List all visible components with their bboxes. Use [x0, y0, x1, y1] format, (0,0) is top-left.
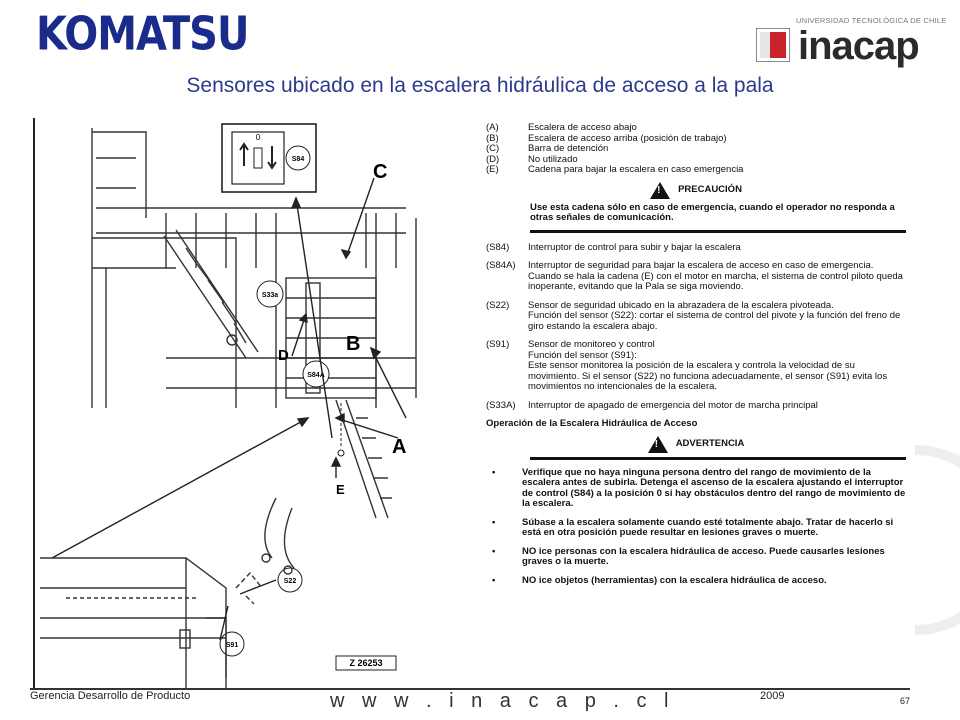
ladder-diagram-drawing — [36, 118, 450, 690]
label-s84a: S84A — [307, 372, 325, 379]
komatsu-logo: KOMATSU — [36, 8, 249, 61]
warning-bullet: • Súbase a la escalera solamente cuando esté totalmente abajo. Tratar de hacerlo si está en otra posición puede resultar en lesiones graves o muerte. — [492, 516, 894, 538]
label-s91: S91 — [225, 642, 239, 649]
caution-text: Use esta cadena sólo en caso de emergencia, cuando el operador no responda a otras señales de comunicación. — [530, 203, 906, 233]
ladder-diagram — [36, 118, 450, 690]
legend-item: (A) Escalera de acceso abajo — [486, 122, 637, 133]
operation-heading: Operación de la Escalera Hidráulica de Acceso — [486, 418, 698, 429]
label-e: E — [336, 482, 345, 497]
sensor-list — [486, 243, 906, 412]
warning-bullet: • NO ice objetos (herramientas) con la escalera hidráulica de acceso. — [492, 574, 827, 586]
inacap-logo — [752, 14, 947, 70]
label-d: D — [278, 347, 289, 364]
warning-bullet: • Verifique que no haya ninguna persona dentro del rango de movimiento de la escalera antes de subirla. Detenga el ascenso de la escalera ajustando el interruptor de control (S84) a la posición 0 si hay obstáculos dentro del rango de movimiento de la escalera. — [492, 466, 906, 509]
label-s33a: S33a — [261, 292, 279, 299]
sensor-item: (S33A) Interruptor de apagado de emergencia del motor de marcha principal — [486, 399, 818, 411]
page-number: 67 — [900, 696, 911, 706]
sensor-description-panel — [486, 118, 906, 690]
label-c: C — [373, 161, 388, 183]
legend-list — [486, 123, 906, 176]
caution-heading: ! PRECAUCIÓN — [486, 182, 906, 199]
legend-item: (E) Cadena para bajar la escalera en caso emergencia — [486, 164, 744, 175]
inacap-wordmark: inacap — [798, 24, 919, 68]
legend-item: (C) Barra de detención — [486, 143, 609, 154]
label-a: A — [392, 436, 407, 458]
label-b: B — [346, 333, 361, 355]
sensor-item: (S22) Sensor de seguridad ubicado en la abrazadera de la escalera pivoteada. Función del sensor (S22): cortar el sistema de control del pivote y la función del freno de giro estando la escalera abajo. — [486, 299, 901, 332]
footer-department: Gerencia Desarrollo de Producto — [30, 690, 191, 702]
warning-divider — [530, 457, 906, 460]
legend-item: (D) No utilizado — [486, 153, 578, 165]
watermark-seal — [905, 440, 960, 640]
label-s84-top: S84 — [291, 156, 305, 163]
figure-id-label: Z 26253 — [349, 658, 383, 668]
legend-item: (B) Escalera de acceso arriba (posición de trabajo) — [486, 132, 727, 144]
warning-triangle-icon — [648, 436, 668, 453]
warning-heading: ! ADVERTENCIA — [486, 436, 906, 453]
figure-left-border — [33, 118, 35, 690]
label-s22: S22 — [283, 578, 297, 585]
sensor-item: (S84A) Interruptor de seguridad para bajar la escalera de acceso en caso de emergencia. Cuando se hala la cadena (E) con el motor en marcha, el sistema de control piloto queda inoperante, evitando que la Pala se siga moviendo. — [486, 260, 906, 292]
page-title: Sensores ubicado en la escalera hidráulica de acceso a la pala — [186, 74, 774, 97]
inacap-mark-icon — [756, 28, 790, 62]
inacap-tagline: UNIVERSIDAD TECNOLÓGICA DE CHILE — [796, 16, 947, 25]
sensor-item: (S91) Sensor de monitoreo y control Función del sensor (S91): Este sensor monitorea la posición de la escalera y controla la velocidad de su movimiento. Si el sensor (S22) no funciona adecuadamente, el sensor (S91) evita los movimientos no intencionales de la escalera. — [486, 339, 888, 392]
warning-triangle-icon — [650, 182, 670, 199]
switch-position-label: 0 — [255, 133, 261, 142]
footer-year: 2009 — [760, 690, 785, 702]
warning-bullet: • NO ice personas con la escalera hidráulica de acceso. Puede causarles lesiones graves o la muerte. — [492, 545, 885, 567]
footer-website[interactable]: w w w . i n a c a p . c l — [330, 690, 675, 712]
sensor-item: (S84) Interruptor de control para subir y bajar la escalera — [486, 241, 741, 253]
